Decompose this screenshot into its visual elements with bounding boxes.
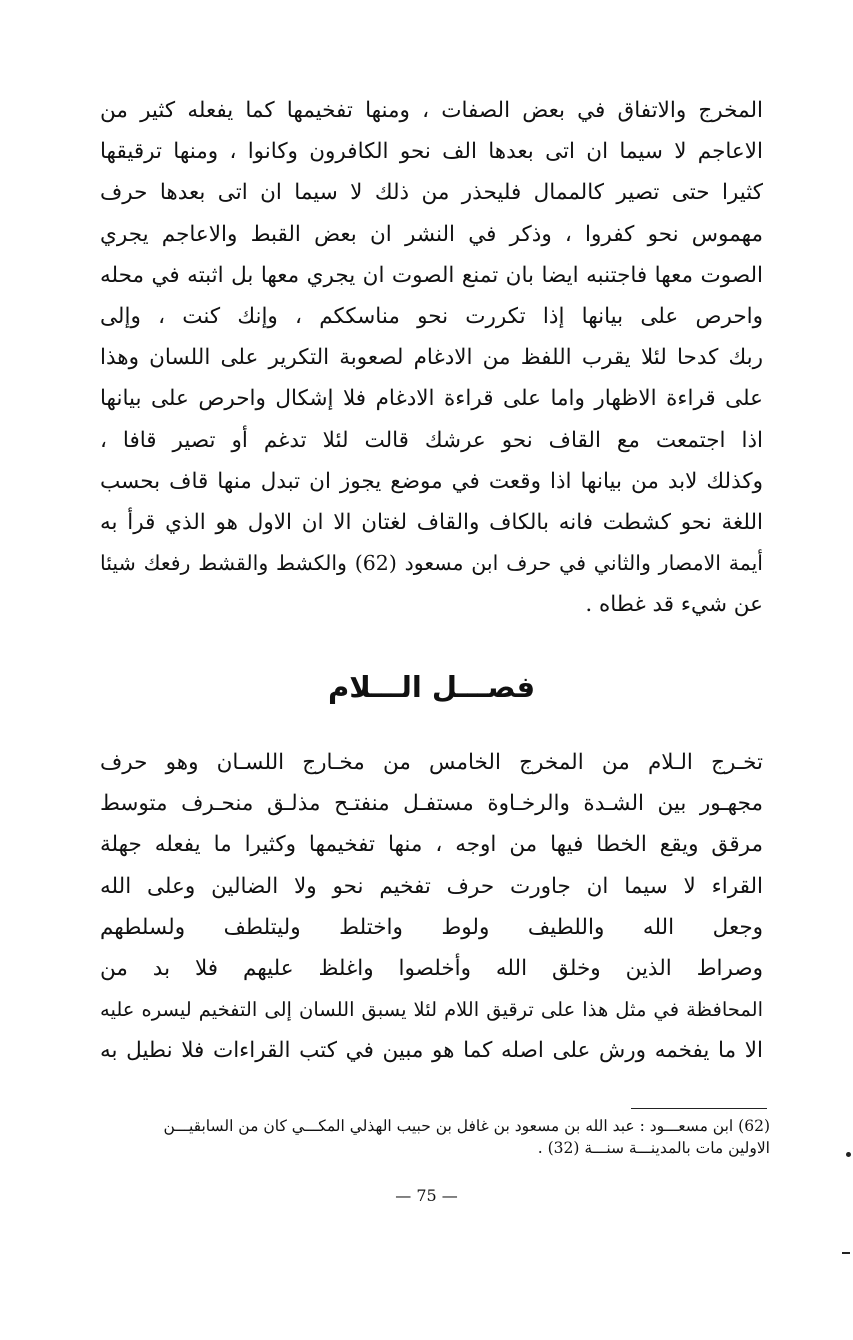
section-heading: فصـــل الـــلام — [327, 670, 536, 704]
text-line: وصراط الذين وخلق الله وأخلصوا واغلظ عليهم فلا بد من — [100, 956, 763, 982]
text-line: الا ما يفخمه ورش على اصله كما هو مبين في كتب القراءات فلا نطيل به — [100, 1038, 763, 1064]
text-line: مهموس نحو كفروا ، وذكر في النشر ان بعض القبط والاعاجم يجري — [100, 221, 763, 247]
text-line: مجهـور بين الشـدة والرخـاوة مستفـل منفتـح مذلـق منحـرف متوسط — [100, 791, 763, 817]
text-line: الصوت معها فاجتنبه ايضا بان تمنع الصوت ان يجري معها بل اثبته في محله — [100, 262, 763, 288]
text-line: أيمة الامصار والثاني في حرف ابن مسعود (62) والكشط والقشط رفعك شيئا — [100, 551, 763, 576]
footnote — [100, 1115, 770, 1159]
text-line: المخرج والاتفاق في بعض الصفات ، ومنها تفخيمها كما يفعله كثير من — [100, 98, 763, 123]
text-line: واحرص على بيانها إذا تكررت نحو مناسككم ، وإنك كنت ، وإلى — [100, 304, 763, 330]
text-line: وكذلك لابد من بيانها اذا وقعت في موضع يجوز ان تبدل منها قاف بحسب — [100, 468, 763, 494]
text-line: وجعل الله واللطيف ولوط واختلط وليتلطف ولسلطهم — [100, 914, 763, 940]
paragraph-1 — [100, 90, 763, 626]
text-line: تخـرج الـلام من المخرج الخامس من مخـارج اللسـان وهو حرف — [100, 750, 763, 775]
footnote-divider — [631, 1108, 767, 1109]
page-number: — 75 — — [395, 1186, 458, 1205]
text-line: الاعاجم لا سيما ان اتى بعدها الف نحو الكافرون وكانوا ، ومنها ترقيقها — [100, 139, 763, 165]
scan-mark — [842, 1252, 850, 1254]
text-line: المحافظة في مثل هذا على ترقيق اللام لئلا يسبق اللسان إلى التفخيم ليسره عليه — [100, 998, 763, 1022]
text-line: اذا اجتمعت مع القاف نحو عرشك قالت لئلا تدغم أو تصير قافا ، — [100, 427, 763, 453]
scan-speck — [846, 1152, 851, 1157]
text-line: ربك كدحا لئلا يقرب اللفظ من الادغام لصعوبة التكرير على اللسان وهذا — [100, 345, 763, 371]
text-line: اللغة نحو كشطت فانه بالكاف والقاف لغتان الا ان الاول هو الذي قرأ به — [100, 510, 763, 536]
text-line: عن شيء قد غطاه . — [585, 592, 763, 618]
text-line: كثيرا حتى تصير كالممال فليحذر من ذلك لا سيما ان اتى بعدها حرف — [100, 180, 763, 206]
footnote-line: (62) ابن مسعـــود : عبد الله بن مسعود بن غافل بن حبيب الهذلي المكـــي كان من السابقيـــن — [163, 1117, 770, 1135]
text-line: على قراءة الاظهار واما على قراءة الادغام فلا إشكال واحرص على بيانها — [100, 386, 763, 412]
text-line: مرقق ويقع الخطا فيها من اوجه ، منها تفخيمها وكثيرا ما يفعله جهلة — [100, 832, 763, 858]
paragraph-2 — [100, 742, 763, 1072]
footnote-line: الاولين مات بالمدينـــة سنـــة (32) . — [537, 1139, 770, 1157]
text-line: القراء لا سيما ان جاورت حرف تفخيم نحو ولا الضالين وعلى الله — [100, 873, 763, 899]
